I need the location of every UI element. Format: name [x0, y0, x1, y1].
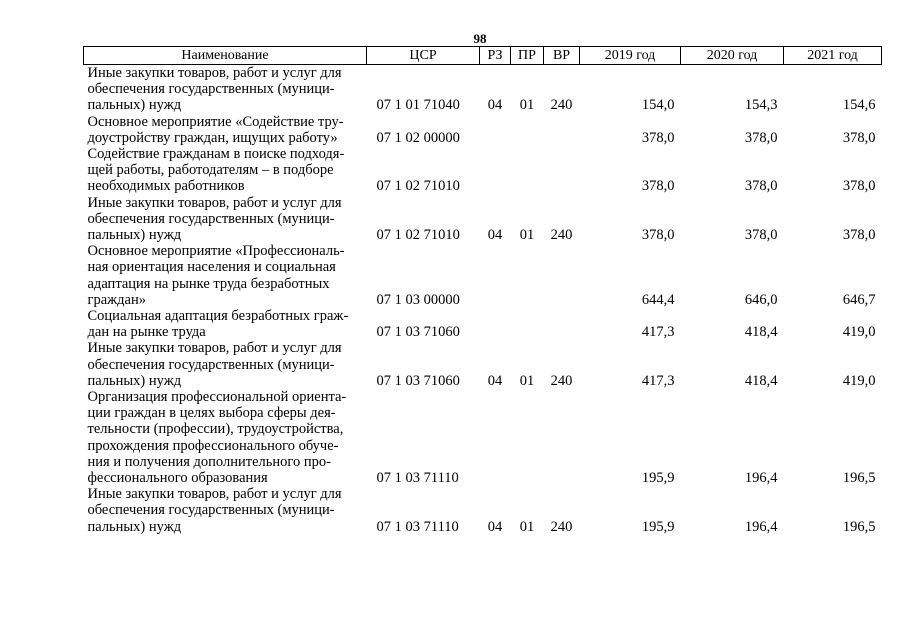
row-rz: 04: [487, 227, 503, 244]
row-vr: [544, 308, 580, 340]
row-vr: [544, 146, 580, 195]
row-2020: 418,4: [744, 324, 778, 341]
row-2019: 417,3: [641, 324, 675, 341]
row-rz: [480, 146, 511, 195]
row-2020: 378,0: [744, 178, 778, 195]
row-csr: 07 1 02 71010: [376, 227, 460, 244]
row-rz: [480, 114, 511, 146]
row-2019: 154,0: [641, 97, 675, 114]
row-2019: 644,4: [641, 291, 675, 308]
row-pr: 01: [519, 97, 535, 114]
row-csr: 07 1 01 71040: [376, 97, 460, 114]
row-rz: [480, 308, 511, 340]
table-row: [84, 65, 882, 114]
row-2020: 196,4: [744, 518, 778, 535]
table-row: [84, 340, 882, 389]
row-csr: 07 1 02 00000: [376, 129, 460, 146]
row-2021: 419,0: [842, 324, 876, 341]
row-2019: 417,3: [641, 372, 675, 389]
header-2021: 2021 год: [784, 47, 882, 65]
table-row: [84, 389, 882, 486]
row-2020: 378,0: [744, 129, 778, 146]
table-header-row: [84, 47, 882, 65]
row-vr: 240: [550, 97, 573, 114]
table-row: [84, 195, 882, 244]
row-rz: 04: [487, 372, 503, 389]
row-csr: 07 1 03 00000: [376, 291, 460, 308]
row-pr: [511, 389, 544, 486]
row-rz: 04: [487, 97, 503, 114]
row-2020: 196,4: [744, 470, 778, 487]
row-name: Иные закупки товаров, работ и услуг для обеспечения государственных (муници- пальных) нужд: [87, 65, 342, 114]
table-row: [84, 146, 882, 195]
row-rz: 04: [487, 518, 503, 535]
row-csr: 07 1 02 71010: [376, 178, 460, 195]
table-row: [84, 243, 882, 308]
row-name: Основное мероприятие «Содействие тру- доустройству граждан, ищущих работу»: [87, 113, 344, 146]
row-csr: 07 1 03 71110: [376, 470, 459, 487]
row-2020: 418,4: [744, 372, 778, 389]
row-vr: [544, 114, 580, 146]
row-2019: 378,0: [641, 178, 675, 195]
row-pr: [511, 146, 544, 195]
row-2021: 378,0: [842, 227, 876, 244]
table-body: [84, 65, 882, 535]
table-row: [84, 486, 882, 535]
row-vr: 240: [550, 518, 573, 535]
row-csr: 07 1 03 71060: [376, 372, 460, 389]
row-pr: 01: [519, 227, 535, 244]
row-rz: [480, 389, 511, 486]
header-pr: ПР: [511, 47, 544, 65]
row-2021: 196,5: [842, 518, 876, 535]
row-2020: 646,0: [744, 291, 778, 308]
row-pr: [511, 114, 544, 146]
row-2021: 154,6: [842, 97, 876, 114]
row-name: Социальная адаптация безработных граж- дан на рынке труда: [87, 308, 349, 341]
header-csr: ЦСР: [367, 47, 480, 65]
row-2021: 419,0: [842, 372, 876, 389]
header-vr: ВР: [544, 47, 580, 65]
row-vr: [544, 389, 580, 486]
header-name: Наименование: [84, 47, 367, 65]
row-2021: 646,7: [842, 291, 876, 308]
row-vr: [544, 243, 580, 308]
row-2021: 378,0: [842, 129, 876, 146]
row-name: Иные закупки товаров, работ и услуг для обеспечения государственных (муници- пальных) нужд: [87, 486, 342, 535]
header-rz: РЗ: [480, 47, 511, 65]
row-2019: 195,9: [641, 470, 675, 487]
row-vr: 240: [550, 372, 573, 389]
row-name: Основное мероприятие «Профессиональ- ная ориентация населения и социальная адаптация на рынке труда безработных граждан»: [87, 243, 345, 308]
row-2019: 378,0: [641, 129, 675, 146]
header-2020: 2020 год: [681, 47, 784, 65]
table-row: [84, 114, 882, 146]
row-2019: 378,0: [641, 227, 675, 244]
header-2019: 2019 год: [580, 47, 681, 65]
row-vr: 240: [550, 227, 573, 244]
row-pr: [511, 243, 544, 308]
table-row: [84, 308, 882, 340]
row-2021: 378,0: [842, 178, 876, 195]
row-pr: 01: [519, 372, 535, 389]
row-rz: [480, 243, 511, 308]
row-pr: [511, 308, 544, 340]
row-name: Содействие гражданам в поиске подходя- щей работы, работодателям – в подборе необходимых работников: [87, 146, 345, 195]
budget-table: [83, 46, 882, 535]
page-number: 98: [473, 31, 487, 46]
row-csr: 07 1 03 71110: [376, 518, 459, 535]
row-2020: 378,0: [744, 227, 778, 244]
row-2021: 196,5: [842, 470, 876, 487]
row-csr: 07 1 03 71060: [376, 324, 460, 341]
row-name: Иные закупки товаров, работ и услуг для обеспечения государственных (муници- пальных) нужд: [87, 194, 342, 244]
row-pr: 01: [519, 518, 535, 535]
row-name: Организация профессиональной ориента- ции граждан в целях выбора сферы дея- тельности (профессии), трудоустройства, прохождения профессионального обуче- ния и получения дополнительного про- фессионального образования: [87, 389, 347, 487]
row-2020: 154,3: [744, 97, 778, 114]
row-name: Иные закупки товаров, работ и услуг для обеспечения государственных (муници- пальных) нужд: [87, 340, 342, 389]
row-2019: 195,9: [641, 518, 675, 535]
